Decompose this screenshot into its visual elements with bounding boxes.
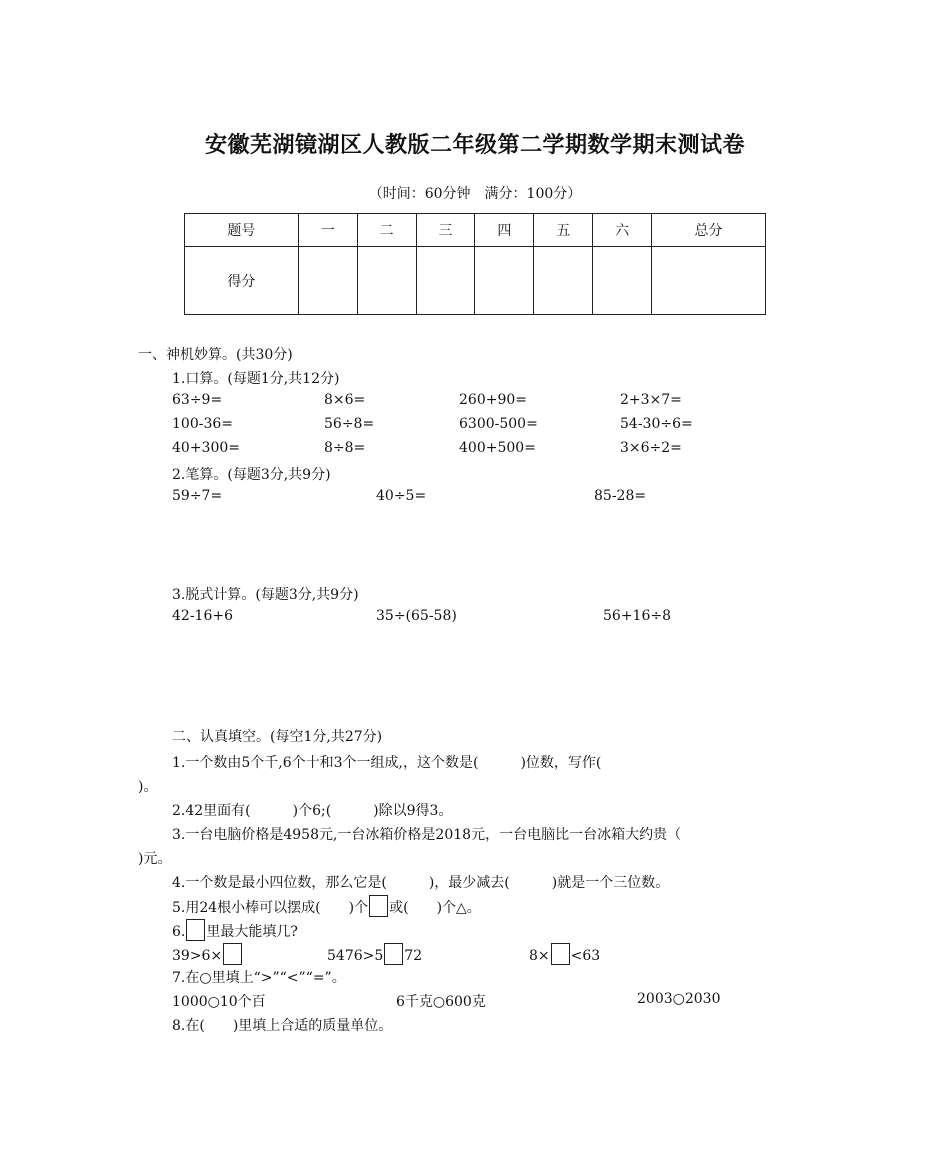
- fill-q5: [172, 895, 481, 917]
- score-cell: [534, 247, 593, 315]
- header-cell: 题号: [185, 214, 299, 247]
- score-cell: [298, 247, 357, 315]
- fill-q1: 1.一个数由5个千,6个十和3个一组成,，这个数是( )位数，写作(: [172, 755, 602, 771]
- written-calc-item: 85-28=: [594, 488, 647, 504]
- compare-item: 2003○2030: [637, 991, 721, 1007]
- header-cell: 一: [298, 214, 357, 247]
- q2-label: 2.笔算。(每题3分,共9分): [172, 467, 331, 483]
- step-calc-item: 42-16+6: [172, 608, 233, 624]
- calc-item: 260+90=: [459, 392, 527, 408]
- fill-q1-cont: )。: [138, 779, 158, 795]
- step-calc-item: 35÷(65-58): [376, 608, 457, 624]
- answer-box[interactable]: [384, 943, 403, 965]
- expr-text: 39>6×: [172, 948, 223, 964]
- calc-item: 54-30÷6=: [620, 416, 693, 432]
- fill-q6-expr2: [327, 943, 422, 965]
- fill-q6-prefix: 6.: [172, 924, 186, 940]
- fill-q6-label: 里最大能填几?: [206, 924, 298, 940]
- fill-q2: 2.42里面有( )个6;( )除以9得3。: [172, 803, 453, 819]
- calc-item: 3×6÷2=: [620, 440, 682, 456]
- fill-q6-expr1: [172, 943, 243, 965]
- written-calc-item: 59÷7=: [172, 488, 223, 504]
- answer-box[interactable]: [223, 943, 242, 965]
- score-table-header-row: [185, 214, 766, 247]
- row-label: 得分: [185, 247, 299, 315]
- compare-item: 1000○10个百: [172, 994, 266, 1010]
- header-cell: 六: [593, 214, 652, 247]
- calc-item: 8÷8=: [324, 440, 366, 456]
- calc-item: 100-36=: [172, 416, 233, 432]
- section2-heading: 二、认真填空。(每空1分,共27分): [172, 729, 383, 745]
- calc-item: 2+3×7=: [620, 392, 682, 408]
- step-calc-item: 56+16÷8: [603, 608, 671, 624]
- score-cell: [475, 247, 534, 315]
- fill-q4: 4.一个数是最小四位数，那么它是( )，最少减去( )就是一个三位数。: [172, 875, 670, 891]
- square-icon: [369, 895, 388, 917]
- fill-q6: [172, 919, 298, 941]
- score-cell: [416, 247, 475, 315]
- calc-item: 6300-500=: [459, 416, 538, 432]
- score-table-score-row: [185, 247, 766, 315]
- score-cell: [593, 247, 652, 315]
- score-cell: [357, 247, 416, 315]
- q1-label: 1.口算。(每题1分,共12分): [172, 371, 340, 387]
- fill-q5-part1: 5.用24根小棒可以摆成( )个: [172, 900, 369, 916]
- q3-label: 3.脱式计算。(每题3分,共9分): [172, 587, 359, 603]
- written-calc-item: 40÷5=: [376, 488, 427, 504]
- header-cell: 三: [416, 214, 475, 247]
- expr-text: 8×: [529, 948, 550, 964]
- header-cell: 总分: [652, 214, 766, 247]
- header-cell: 五: [534, 214, 593, 247]
- score-table: [184, 213, 766, 315]
- fill-q3-cont: )元。: [138, 851, 172, 867]
- fill-q7: 7.在○里填上“>”“<”“=”。: [172, 970, 346, 986]
- score-cell: [652, 247, 766, 315]
- fill-q3: 3.一台电脑价格是4958元,一台冰箱价格是2018元，一台电脑比一台冰箱大约贵（: [172, 827, 682, 843]
- header-cell: 二: [357, 214, 416, 247]
- fill-q6-expr3: [529, 943, 600, 965]
- calc-item: 40+300=: [172, 440, 240, 456]
- expr-text: <63: [570, 948, 601, 964]
- page-title: 安徽芜湖镜湖区人教版二年级第二学期数学期末测试卷: [204, 132, 745, 158]
- answer-box[interactable]: [551, 943, 570, 965]
- calc-item: 56÷8=: [324, 416, 375, 432]
- expr-text: 5476>5: [327, 948, 384, 964]
- section1-heading: 一、神机妙算。(共30分): [138, 347, 293, 363]
- fill-q8: 8.在( )里填上合适的质量单位。: [172, 1018, 393, 1034]
- exam-info: （时间：60分钟 满分：100分）: [368, 186, 582, 202]
- calc-item: 8×6=: [324, 392, 366, 408]
- expr-text: 72: [404, 948, 423, 964]
- calc-item: 63÷9=: [172, 392, 223, 408]
- fill-q5-part2: 或( )个△。: [389, 900, 481, 916]
- header-cell: 四: [475, 214, 534, 247]
- calc-item: 400+500=: [459, 440, 536, 456]
- compare-item: 6千克○600克: [396, 994, 486, 1010]
- answer-box[interactable]: [186, 919, 205, 941]
